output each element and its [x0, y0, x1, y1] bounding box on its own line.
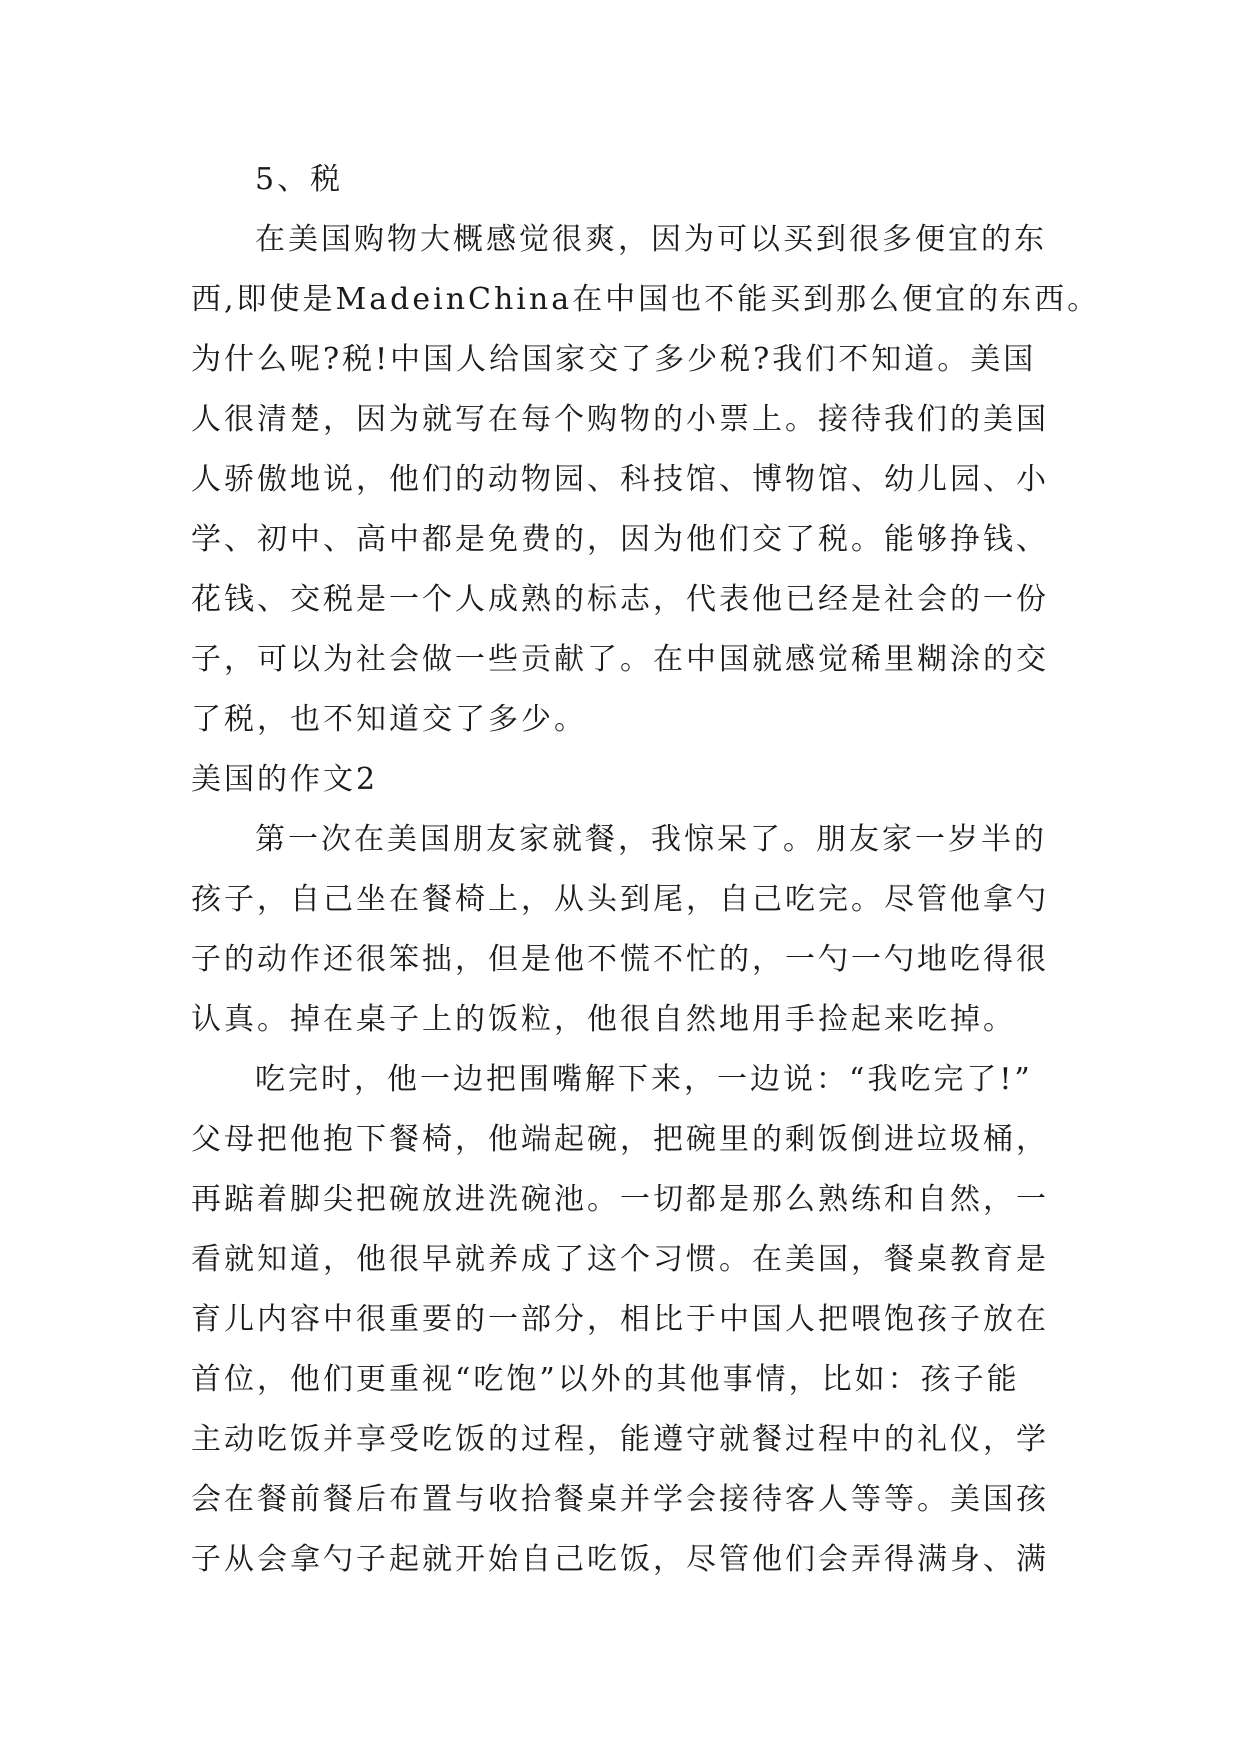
text-line: 人很清楚，因为就写在每个购物的小票上。接待我们的美国 — [191, 402, 1049, 437]
text-line: 西,即使是MadeinChina在中国也不能买到那么便宜的东西。 — [191, 282, 1101, 317]
text-line: 5、税 — [255, 162, 344, 197]
text-line: 吃完时，他一边把围嘴解下来，一边说：“我吃完了!” — [255, 1062, 1033, 1097]
text-line: 会在餐前餐后布置与收拾餐桌并学会接待客人等等。美国孩 — [191, 1482, 1049, 1517]
text-line: 美国的作文2 — [191, 762, 379, 797]
text-line: 认真。掉在桌子上的饭粒，他很自然地用手捡起来吃掉。 — [191, 1002, 1016, 1037]
text-line: 再踮着脚尖把碗放进洗碗池。一切都是那么熟练和自然，一 — [191, 1182, 1049, 1217]
text-line: 为什么呢?税!中国人给国家交了多少税?我们不知道。美国 — [191, 342, 1037, 377]
text-line: 第一次在美国朋友家就餐，我惊呆了。朋友家一岁半的 — [255, 822, 1047, 857]
text-line: 子的动作还很笨拙，但是他不慌不忙的，一勺一勺地吃得很 — [191, 942, 1049, 977]
text-line: 看就知道，他很早就养成了这个习惯。在美国，餐桌教育是 — [191, 1242, 1049, 1277]
text-line: 主动吃饭并享受吃饭的过程，能遵守就餐过程中的礼仪，学 — [191, 1422, 1049, 1457]
text-line: 人骄傲地说，他们的动物园、科技馆、博物馆、幼儿园、小 — [191, 462, 1049, 497]
document-body — [191, 150, 1101, 1590]
text-line: 父母把他抱下餐椅，他端起碗，把碗里的剩饭倒进垃圾桶， — [191, 1122, 1049, 1157]
text-line: 了税，也不知道交了多少。 — [191, 702, 587, 737]
text-line: 学、初中、高中都是免费的，因为他们交了税。能够挣钱、 — [191, 522, 1049, 557]
text-line: 在美国购物大概感觉很爽，因为可以买到很多便宜的东 — [255, 222, 1047, 257]
text-line: 子，可以为社会做一些贡献了。在中国就感觉稀里糊涂的交 — [191, 642, 1049, 677]
text-line: 子从会拿勺子起就开始自己吃饭，尽管他们会弄得满身、满 — [191, 1542, 1049, 1577]
text-line: 孩子，自己坐在餐椅上，从头到尾，自己吃完。尽管他拿勺 — [191, 882, 1049, 917]
text-line: 花钱、交税是一个人成熟的标志，代表他已经是社会的一份 — [191, 582, 1049, 617]
text-line: 首位，他们更重视“吃饱”以外的其他事情，比如：孩子能 — [191, 1362, 1020, 1397]
text-line: 育儿内容中很重要的一部分，相比于中国人把喂饱孩子放在 — [191, 1302, 1049, 1337]
